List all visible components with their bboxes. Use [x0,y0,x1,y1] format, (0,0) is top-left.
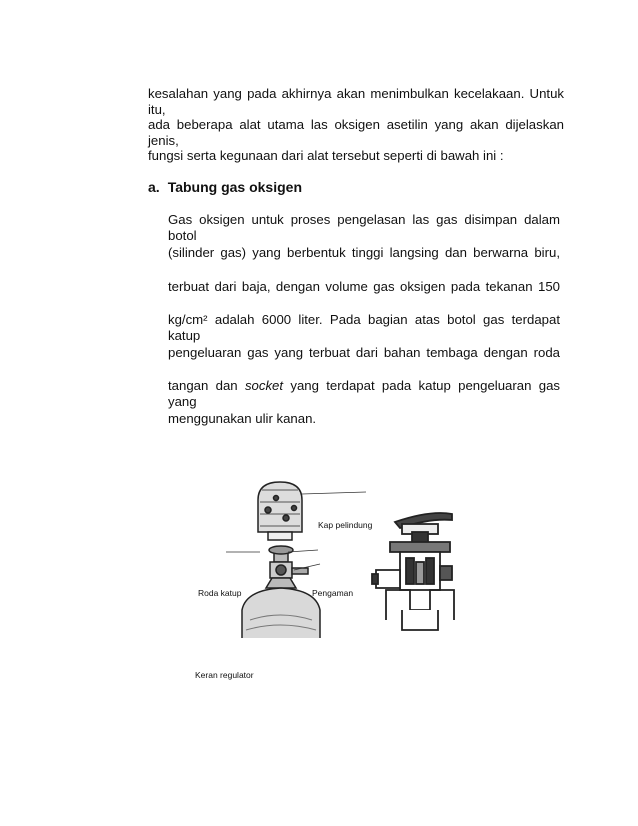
intro-line-1: kesalahan yang pada akhirnya akan menimbulkan kecelakaan. Untuk itu, [148,86,564,117]
intro-line-3: fungsi serta kegunaan dari alat tersebut seperti di bawah ini : [148,148,504,163]
label-pengaman: Pengaman [312,588,354,598]
body-line-1: Gas oksigen untuk proses pengelasan las gas disimpan dalam botol [168,212,560,243]
body-line-6-pre: tangan dan [168,378,245,393]
body-line-3: terbuat dari baja, dengan volume gas oksigen pada tekanan 150 [168,279,560,294]
section-heading [148,179,302,195]
body-line-6 [168,378,560,410]
body-line-6-post: yang terdapat pada katup pengeluaran gas yang [168,378,560,409]
body-line-7: menggunakan ulir kanan. [168,411,317,426]
body-line-5: pengeluaran gas yang terbuat dari bahan tembaga dengan roda [168,345,560,360]
body-line-2: (silinder gas) yang berbentuk tinggi langsing dan berwarna biru, [168,245,560,260]
section-number: a. [148,179,160,195]
body-line-6-italic: socket [244,378,284,393]
protective-cap-drawing [258,482,302,540]
intro-line-2: ada beberapa alat utama las oksigen asetilin yang akan dijelaskan jenis, [148,117,564,148]
figure-caption: Keran regulator [195,670,254,680]
cylinder-valve-illustration [190,470,460,640]
section-title: Tabung gas oksigen [167,179,302,195]
body-line-4: kg/cm² adalah 6000 liter. Pada bagian atas botol gas terdapat katup [168,312,560,343]
cylinder-top-drawing [242,546,320,638]
label-roda-katup: Roda katup [198,588,242,598]
label-kap-pelindung: Kap pelindung [318,520,373,530]
valve-section-drawing [372,513,454,630]
